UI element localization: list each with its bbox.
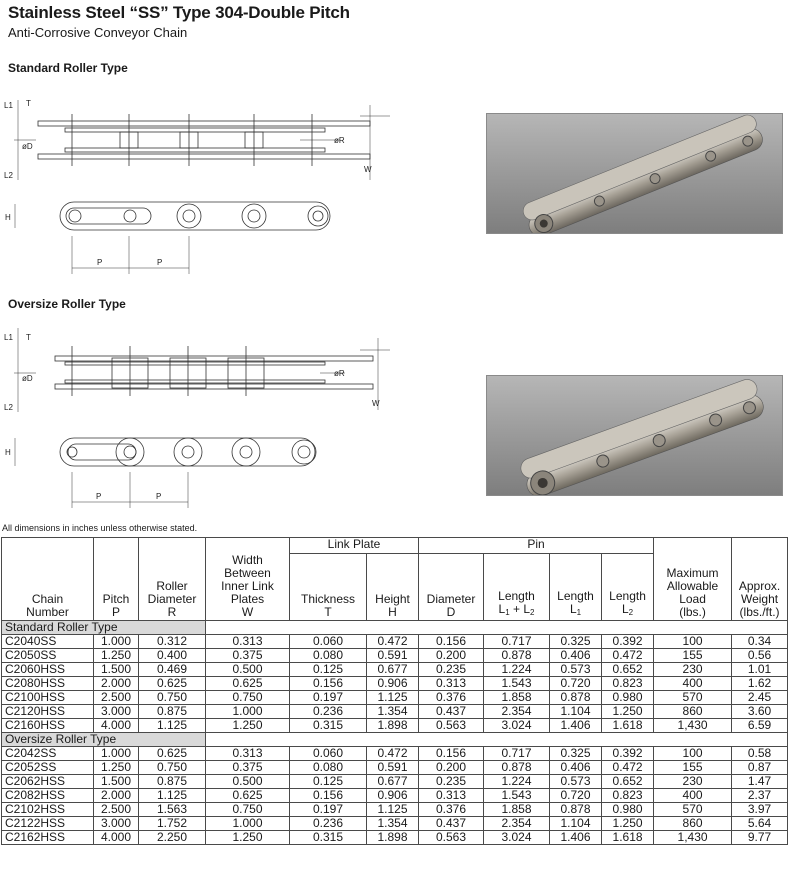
col-pin-diameter: Diameter D [419, 554, 484, 621]
table-cell: 0.125 [290, 663, 367, 677]
table-cell: 0.392 [602, 747, 654, 761]
table-cell: 230 [654, 663, 732, 677]
table-cell: 0.823 [602, 677, 654, 691]
label-d: øD [22, 374, 33, 383]
table-cell: 2.000 [94, 789, 139, 803]
col-thickness: Thickness T [290, 554, 367, 621]
group-header-row [2, 621, 788, 635]
chain-spec-table [1, 537, 788, 845]
table-cell: 0.980 [602, 691, 654, 705]
table-cell: 0.156 [419, 747, 484, 761]
table-cell: 0.325 [550, 747, 602, 761]
table-cell: 0.437 [419, 817, 484, 831]
table-cell: C2122HSS [2, 817, 94, 831]
table-cell: 0.87 [732, 761, 788, 775]
table-cell: 2.500 [94, 691, 139, 705]
table-cell: C2160HSS [2, 719, 94, 733]
table-cell: 1.543 [484, 677, 550, 691]
dimensions-note: All dimensions in inches unless otherwise stated. [2, 523, 198, 533]
table-cell: 1.250 [94, 649, 139, 663]
table-cell: 0.750 [206, 803, 290, 817]
table-cell: C2120HSS [2, 705, 94, 719]
table-cell: 0.625 [206, 789, 290, 803]
table-cell: 0.469 [139, 663, 206, 677]
table-cell: 1.104 [550, 705, 602, 719]
oversize-chain-photo [486, 375, 783, 496]
table-cell: 860 [654, 817, 732, 831]
table-cell: 0.080 [290, 761, 367, 775]
page-subtitle: Anti-Corrosive Conveyor Chain [8, 25, 188, 40]
table-cell: 0.325 [550, 635, 602, 649]
outer-plate-bottom [38, 154, 370, 159]
table-cell: 2.354 [484, 705, 550, 719]
table-cell: 0.236 [290, 705, 367, 719]
table-cell: 0.573 [550, 775, 602, 789]
table-cell: 0.235 [419, 663, 484, 677]
table-row [2, 705, 788, 719]
table-cell: 0.875 [139, 705, 206, 719]
table-cell: 3.024 [484, 831, 550, 845]
table-cell: 0.625 [139, 747, 206, 761]
table-cell: 1,430 [654, 719, 732, 733]
col-pitch: Pitch P [94, 538, 139, 621]
table-cell: 0.156 [419, 635, 484, 649]
table-cell: 0.472 [367, 635, 419, 649]
table-cell: 1.000 [206, 705, 290, 719]
table-cell: 1.250 [602, 705, 654, 719]
table-cell: 0.878 [550, 803, 602, 817]
col-chain-number: Chain Number [2, 538, 94, 621]
table-row [2, 789, 788, 803]
table-row [2, 663, 788, 677]
table-cell: 3.97 [732, 803, 788, 817]
table-cell: 0.235 [419, 775, 484, 789]
table-cell: 0.677 [367, 775, 419, 789]
table-cell: 1.543 [484, 789, 550, 803]
label-l1: L1 [4, 101, 13, 110]
table-cell: 0.376 [419, 691, 484, 705]
table-cell: 0.060 [290, 635, 367, 649]
label-r: øR [334, 369, 345, 378]
table-cell: 0.315 [290, 831, 367, 845]
inner-plate-bottom [65, 148, 325, 152]
table-cell: 0.392 [602, 635, 654, 649]
label-p: P [156, 492, 162, 501]
table-cell: 0.313 [419, 789, 484, 803]
table-cell: 0.750 [139, 691, 206, 705]
inner-plate-top [65, 128, 325, 132]
table-cell: 0.717 [484, 635, 550, 649]
table-cell: 1.618 [602, 719, 654, 733]
table-cell: 0.34 [732, 635, 788, 649]
table-cell: 0.652 [602, 663, 654, 677]
table-cell: 1.47 [732, 775, 788, 789]
table-cell: 155 [654, 649, 732, 663]
table-cell: 0.472 [602, 649, 654, 663]
table-cell: C2050SS [2, 649, 94, 663]
table-cell: 1.250 [94, 761, 139, 775]
table-cell: 1.000 [206, 817, 290, 831]
table-cell: 1.250 [206, 719, 290, 733]
table-cell: 400 [654, 677, 732, 691]
table-cell: 5.64 [732, 817, 788, 831]
table-cell: 1.250 [206, 831, 290, 845]
table-row [2, 719, 788, 733]
table-row [2, 691, 788, 705]
table-cell: 100 [654, 747, 732, 761]
table-cell: 1.125 [367, 803, 419, 817]
group-label: Standard Roller Type [2, 621, 206, 635]
table-cell: 0.878 [550, 691, 602, 705]
table-cell: 0.080 [290, 649, 367, 663]
col-group-link-plate: Link Plate [290, 538, 419, 554]
table-cell: 1.01 [732, 663, 788, 677]
table-cell: 0.980 [602, 803, 654, 817]
table-cell: 0.717 [484, 747, 550, 761]
table-cell: 0.472 [602, 761, 654, 775]
table-cell: C2100HSS [2, 691, 94, 705]
table-cell: C2102HSS [2, 803, 94, 817]
table-cell: 1.250 [602, 817, 654, 831]
table-cell: 0.823 [602, 789, 654, 803]
table-cell: 0.375 [206, 761, 290, 775]
table-cell: 0.563 [419, 831, 484, 845]
col-length-l2: Length $L_2$ [602, 554, 654, 621]
label-w: W [372, 399, 380, 408]
table-cell: 0.573 [550, 663, 602, 677]
table-cell: 1.354 [367, 817, 419, 831]
table-cell: 230 [654, 775, 732, 789]
table-cell: 1.354 [367, 705, 419, 719]
col-roller-diameter: Roller Diameter R [139, 538, 206, 621]
table-cell: 860 [654, 705, 732, 719]
table-row [2, 635, 788, 649]
group-header-row [2, 733, 788, 747]
col-group-pin: Pin [419, 538, 654, 554]
label-h: H [5, 448, 11, 457]
table-cell: 0.58 [732, 747, 788, 761]
table-cell: 1.406 [550, 831, 602, 845]
table-cell: 0.472 [367, 747, 419, 761]
table-cell: 2.354 [484, 817, 550, 831]
table-cell: 1.000 [94, 747, 139, 761]
table-cell: 0.500 [206, 663, 290, 677]
label-p: P [96, 492, 102, 501]
table-cell: 1.898 [367, 719, 419, 733]
col-width: Width Between Inner Link Plates W [206, 538, 290, 621]
table-cell: 0.437 [419, 705, 484, 719]
table-cell: 0.400 [139, 649, 206, 663]
outer-plate-top [38, 121, 370, 126]
label-w: W [364, 165, 372, 174]
spec-table-body [2, 621, 788, 845]
table-cell: 0.591 [367, 649, 419, 663]
table-cell: 3.60 [732, 705, 788, 719]
oversize-roller-drawing [0, 318, 480, 518]
label-t: T [26, 333, 31, 342]
table-cell: 0.652 [602, 775, 654, 789]
table-cell: 1.125 [139, 719, 206, 733]
table-cell: C2042SS [2, 747, 94, 761]
table-cell: 0.500 [206, 775, 290, 789]
table-cell: 0.56 [732, 649, 788, 663]
table-cell: 0.750 [139, 761, 206, 775]
table-cell: 2.000 [94, 677, 139, 691]
table-cell: 9.77 [732, 831, 788, 845]
table-cell: 0.878 [484, 649, 550, 663]
table-cell: 1.224 [484, 663, 550, 677]
standard-chain-photo [486, 113, 783, 234]
table-cell: 1.125 [139, 789, 206, 803]
table-cell: 1.406 [550, 719, 602, 733]
table-cell: 0.875 [139, 775, 206, 789]
table-cell: 0.406 [550, 761, 602, 775]
table-cell: 1,430 [654, 831, 732, 845]
outer-plate-top [55, 356, 373, 361]
chain-photo-image [487, 114, 783, 234]
table-cell: 0.313 [419, 677, 484, 691]
table-cell: 0.677 [367, 663, 419, 677]
table-cell: 0.156 [290, 789, 367, 803]
table-cell: C2162HSS [2, 831, 94, 845]
table-cell: 2.250 [139, 831, 206, 845]
table-cell: 1.224 [484, 775, 550, 789]
label-h: H [5, 213, 11, 222]
table-cell: 1.500 [94, 663, 139, 677]
standard-roller-drawing [0, 80, 480, 280]
table-cell: 0.906 [367, 677, 419, 691]
col-max-load: Maximum Allowable Load (lbs.) [654, 538, 732, 621]
table-cell: 0.200 [419, 761, 484, 775]
label-p: P [97, 258, 103, 267]
table-cell: 0.720 [550, 789, 602, 803]
label-t: T [26, 99, 31, 108]
table-cell: 0.312 [139, 635, 206, 649]
table-cell: 155 [654, 761, 732, 775]
table-cell: 0.125 [290, 775, 367, 789]
table-cell: 1.500 [94, 775, 139, 789]
table-cell: 2.37 [732, 789, 788, 803]
chain-photo-image [487, 376, 783, 496]
table-cell: C2062HSS [2, 775, 94, 789]
table-cell: 0.236 [290, 817, 367, 831]
section-title-standard: Standard Roller Type [8, 61, 128, 75]
table-cell: C2082HSS [2, 789, 94, 803]
table-cell: 0.406 [550, 649, 602, 663]
table-cell: 1.752 [139, 817, 206, 831]
table-cell: 0.156 [290, 677, 367, 691]
table-cell: 0.060 [290, 747, 367, 761]
table-cell: 0.625 [206, 677, 290, 691]
label-d: øD [22, 142, 33, 151]
table-cell: 3.000 [94, 817, 139, 831]
table-cell: 1.104 [550, 817, 602, 831]
table-cell: C2080HSS [2, 677, 94, 691]
table-cell: 1.618 [602, 831, 654, 845]
table-row [2, 649, 788, 663]
table-cell: 0.906 [367, 789, 419, 803]
label-l2: L2 [4, 403, 13, 412]
label-l2: L2 [4, 171, 13, 180]
table-cell: 0.313 [206, 747, 290, 761]
table-cell: 0.878 [484, 761, 550, 775]
table-cell: 0.315 [290, 719, 367, 733]
section-title-oversize: Oversize Roller Type [8, 297, 126, 311]
table-cell: 4.000 [94, 831, 139, 845]
table-cell: C2052SS [2, 761, 94, 775]
table-cell: 0.197 [290, 691, 367, 705]
table-cell: 4.000 [94, 719, 139, 733]
table-cell: 0.625 [139, 677, 206, 691]
page-title: Stainless Steel “SS” Type 304-Double Pitch [8, 3, 350, 22]
table-cell: 570 [654, 803, 732, 817]
table-row [2, 817, 788, 831]
table-cell: 0.720 [550, 677, 602, 691]
link-side-view [60, 438, 315, 466]
table-cell: 6.59 [732, 719, 788, 733]
table-cell: C2060HSS [2, 663, 94, 677]
table-cell: 1.858 [484, 803, 550, 817]
table-cell: 2.500 [94, 803, 139, 817]
label-l1: L1 [4, 333, 13, 342]
col-length-l1: Length $L_1$ [550, 554, 602, 621]
table-cell: 2.45 [732, 691, 788, 705]
table-cell: 0.200 [419, 649, 484, 663]
col-height: Height H [367, 554, 419, 621]
col-weight: Approx. Weight (lbs./ft.) [732, 538, 788, 621]
table-row [2, 747, 788, 761]
table-cell: 0.591 [367, 761, 419, 775]
table-row [2, 761, 788, 775]
table-cell: 1.858 [484, 691, 550, 705]
table-row [2, 677, 788, 691]
table-cell: 1.125 [367, 691, 419, 705]
col-length-l1-l2: Length $L_1 + L_2$ [484, 554, 550, 621]
label-r: øR [334, 136, 345, 145]
table-cell: 3.024 [484, 719, 550, 733]
table-cell: 0.197 [290, 803, 367, 817]
table-cell: 0.375 [206, 649, 290, 663]
table-cell: C2040SS [2, 635, 94, 649]
label-p: P [157, 258, 163, 267]
table-cell: 1.563 [139, 803, 206, 817]
outer-plate-bottom [55, 384, 373, 389]
table-cell: 0.376 [419, 803, 484, 817]
table-cell: 0.313 [206, 635, 290, 649]
table-cell: 1.000 [94, 635, 139, 649]
table-cell: 0.750 [206, 691, 290, 705]
table-row [2, 831, 788, 845]
table-row [2, 803, 788, 817]
table-cell: 1.62 [732, 677, 788, 691]
table-cell: 570 [654, 691, 732, 705]
table-cell: 100 [654, 635, 732, 649]
group-label: Oversize Roller Type [2, 733, 206, 747]
table-cell: 1.898 [367, 831, 419, 845]
table-cell: 0.563 [419, 719, 484, 733]
table-row [2, 775, 788, 789]
table-cell: 400 [654, 789, 732, 803]
table-cell: 3.000 [94, 705, 139, 719]
